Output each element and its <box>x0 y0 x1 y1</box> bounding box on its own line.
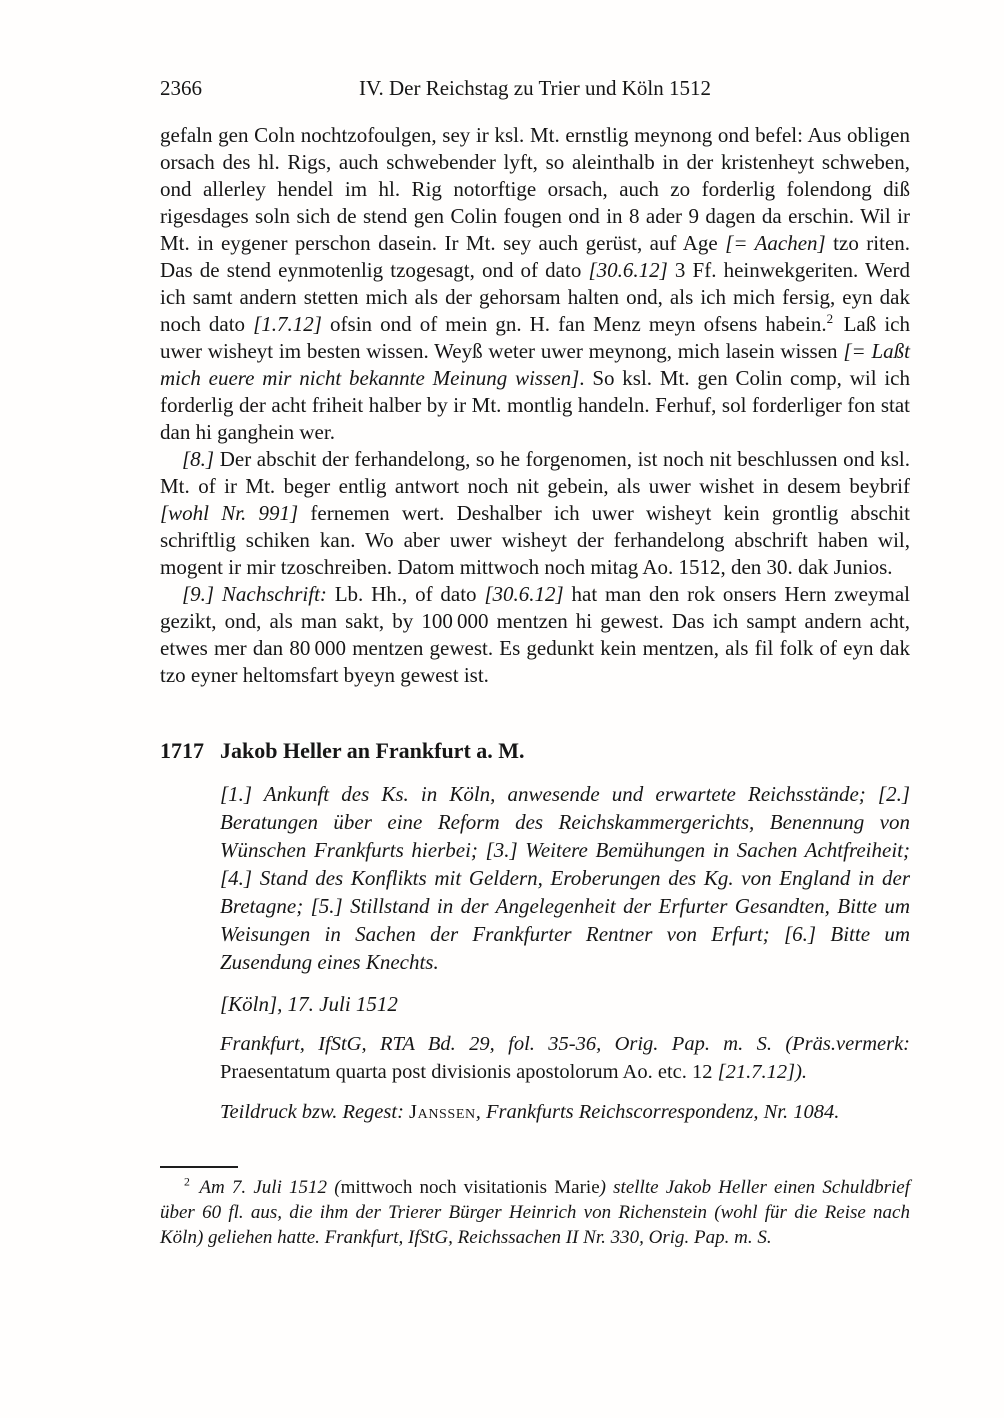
entry-print-reference <box>220 1099 910 1126</box>
text-run: [9.] Nachschrift: <box>182 582 327 606</box>
text-run: [= Aachen] <box>725 231 826 255</box>
text-run: . So ksl. Mt. gen Colin comp, wil ich forderlig der acht friheit halber by ir Mt. montlig handeln. Ferhuf, sol forderliger fon stat dan hi ganghein wer. <box>160 366 910 444</box>
letter-paragraph-9-postscript <box>160 581 910 689</box>
text-run: , Frankfurts Reichscorrespondenz, Nr. 1084. <box>475 1101 840 1123</box>
text-run: [1.7.12] <box>253 312 322 336</box>
text-run: Lb. Hh., of dato <box>326 582 485 606</box>
text-run: fernemen wert. Deshalber ich uwer wisheyt kein grontlig abschit schriftlig schiken kan. Wo aber uwer wisheyt der ferhandelong abschrift haben wil, mogent ir mir tzoschreiben. Datom mittwoch noch mitag Ao. 1512, den 30. dak Junios. <box>160 501 910 579</box>
text-run: Am 7. Juli 1512 ( <box>189 1177 341 1198</box>
text-run: tzo riten. Das de stend eynmotenlig tzogesagt, ond of dato <box>160 231 911 282</box>
text-run: [1.] Ankunft des Ks. in Köln, anwesende und erwartete Reichsstände; [2.] Beratungen über eine Reform des Reichskammergerichts, Benennung von Wünschen Frankfurts hierbei; [3.] Weitere Bemühungen in Sachen Achtfreiheit; [4.] Stand des Konflikts mit Geldern, Eroberungen des Kg. von England in der Bretagne; [5.] Stillstand in der Angelegenheit der Erfurter Gesandten, Bitte um Weisungen in Sachen der Frankfurter Rentner von Erfurt; [6.] Bitte um Zusendung eines Knechts. <box>220 782 910 974</box>
text-run: [wohl Nr. 991] <box>160 501 299 525</box>
text-run: 2 <box>826 311 834 326</box>
footnote-2 <box>160 1175 910 1250</box>
text-run: [21.7.12]). <box>717 1061 808 1083</box>
footnote-area <box>160 1166 910 1250</box>
footnote-separator-rule <box>160 1166 238 1168</box>
entry-summary <box>220 780 910 976</box>
running-title: IV. Der Reichstag zu Trier und Köln 1512 <box>359 76 711 100</box>
letter-paragraph-8 <box>160 446 910 581</box>
entry-dateline: [Köln], 17. Juli 1512 <box>220 992 398 1016</box>
entry-number: 1717 <box>160 738 204 763</box>
text-run: Teildruck bzw. Regest: <box>220 1101 410 1123</box>
page-number: 2366 <box>160 76 202 100</box>
letter-body <box>160 122 910 689</box>
text-run: Janssen <box>409 1101 476 1123</box>
text-run: Laß ich uwer wisheyt im besten wissen. Weyß weter uwer meynong, mich lasein wissen <box>160 312 910 363</box>
text-run: [30.6.12] <box>588 258 668 282</box>
entry-heading <box>160 737 910 765</box>
text-run: [30.6.12] <box>484 582 564 606</box>
text-run: 2 <box>184 1175 190 1189</box>
text-run: Frankfurt, IfStG, RTA Bd. 29, fol. 35-36, Orig. Pap. m. S. (Präs.vermerk: <box>220 1033 910 1055</box>
letter-paragraph-continuation <box>160 122 910 446</box>
text-run: hat man den rok onsers Hern zweymal gezikt, ond, als man sakt, by 100 000 mentzen hi gewest. Das ich sampt andern acht, etwes mer dan 80 000 mentzen gewest. Es gedunkt kein mentzen, als fil folk of eyn dak tzo eyner heltomsfart byeyn gewest ist. <box>160 582 910 687</box>
text-run: ofsin ond of mein gn. H. fan Menz meyn ofsens habein. <box>321 312 827 336</box>
running-header <box>160 76 910 104</box>
text-run: mittwoch noch visitationis Marie <box>340 1177 600 1198</box>
text-run: 3 Ff. heinwekgeriten. Werd ich samt andern stetten mich als der gehorsam halten ond, als ich mich fersig, eyn dak noch dato <box>160 258 910 336</box>
text-run: Praesentatum quarta post divisionis apostolorum Ao. etc. 12 <box>220 1061 718 1083</box>
entry-title: Jakob Heller an Frankfurt a. M. <box>220 738 525 763</box>
text-run: [= Laßt mich euere mir nicht bekannte Meinung wissen] <box>160 339 910 390</box>
text-run: gefaln gen Coln nochtzofoulgen, sey ir ksl. Mt. ernstlig meynong ond befel: Aus obligen orsach des hl. Rigs, auch schwebender lyft, so aleinthalb in der kristenheyt schweben, ond allerley hendel im hl. Rig notorftige orsach, auch zo forderlig folendong diß rigesdages soln sich de stend gen Colin fougen ond in 8 ader 9 dagen da erschin. Wil ir Mt. in eygener perschon dasein. Ir Mt. sey auch gerüst, auf Age <box>160 123 910 255</box>
text-run: Der abschit der ferhandelong, so he forgenomen, ist noch nit beschlussen ond ksl. Mt. of ir Mt. beger entlig antwort noch nit gebein, als uwer wishet in desem beybrif <box>160 447 910 498</box>
entry-1717 <box>160 737 910 1126</box>
entry-archive-source <box>220 1030 910 1086</box>
text-run: ) stellte Jakob Heller einen Schuldbrief über 60 fl. aus, die ihm der Trierer Bürger Heinrich von Richenstein (wohl für die Reise nach Köln) geliehen hatte. Frankfurt, IfStG, Reichssachen II Nr. 330, Orig. Pap. m. S. <box>160 1177 910 1248</box>
text-run: [8.] <box>182 447 215 471</box>
